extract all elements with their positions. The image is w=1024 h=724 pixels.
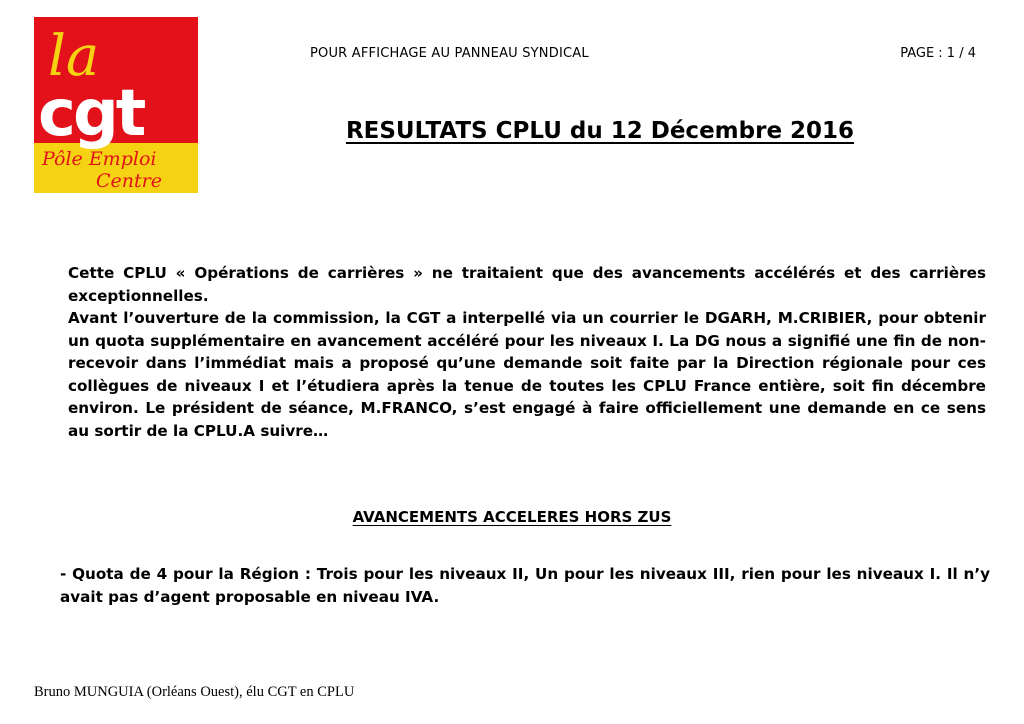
- logo-band-line2: Centre: [96, 170, 162, 192]
- paragraph-2: Avant l’ouverture de la commission, la CGT a interpellé via un courrier le DGARH, M.CRIBIER, pour obtenir un quota supplémentaire en avancement accéléré pour les niveaux I. La DG nous a signifié une fin de non-recevoir dans l’immédiat mais a proposé qu’une demande soit faite par la Direction régionale pour ces collègues de niveaux I et l’étudiera après la tenue de toutes les CPLU France entière, soit fin décembre environ. Le président de séance, M.FRANCO, s’est engagé à faire officiellement une demande en ce sens au sortir de la CPLU.A suivre…: [68, 309, 986, 440]
- logo-band-line1: Pôle Emploi: [42, 148, 157, 170]
- cgt-logo: [34, 17, 198, 193]
- document-title: RESULTATS CPLU du 12 Décembre 2016: [345, 118, 855, 144]
- quota-paragraph: - Quota de 4 pour la Région : Trois pour les niveaux II, Un pour les niveaux III, rien pour les niveaux I. Il n’y avait pas d’agent proposable en niveau IVA.: [60, 565, 990, 606]
- intro-body: [68, 262, 986, 442]
- header-notice: POUR AFFICHAGE AU PANNEAU SYNDICAL: [310, 46, 589, 61]
- logo-script-text: la: [48, 24, 100, 89]
- paragraph-1: Cette CPLU « Opérations de carrières » ne traitaient que des avancements accélérés et des carrières exceptionnelles.: [68, 264, 986, 305]
- page-number: PAGE : 1 / 4: [900, 46, 976, 61]
- logo-main-text: cgt: [38, 77, 144, 151]
- section-title: AVANCEMENTS ACCELERES HORS ZUS: [352, 508, 672, 526]
- footer-author: Bruno MUNGUIA (Orléans Ouest), élu CGT en CPLU: [34, 684, 355, 700]
